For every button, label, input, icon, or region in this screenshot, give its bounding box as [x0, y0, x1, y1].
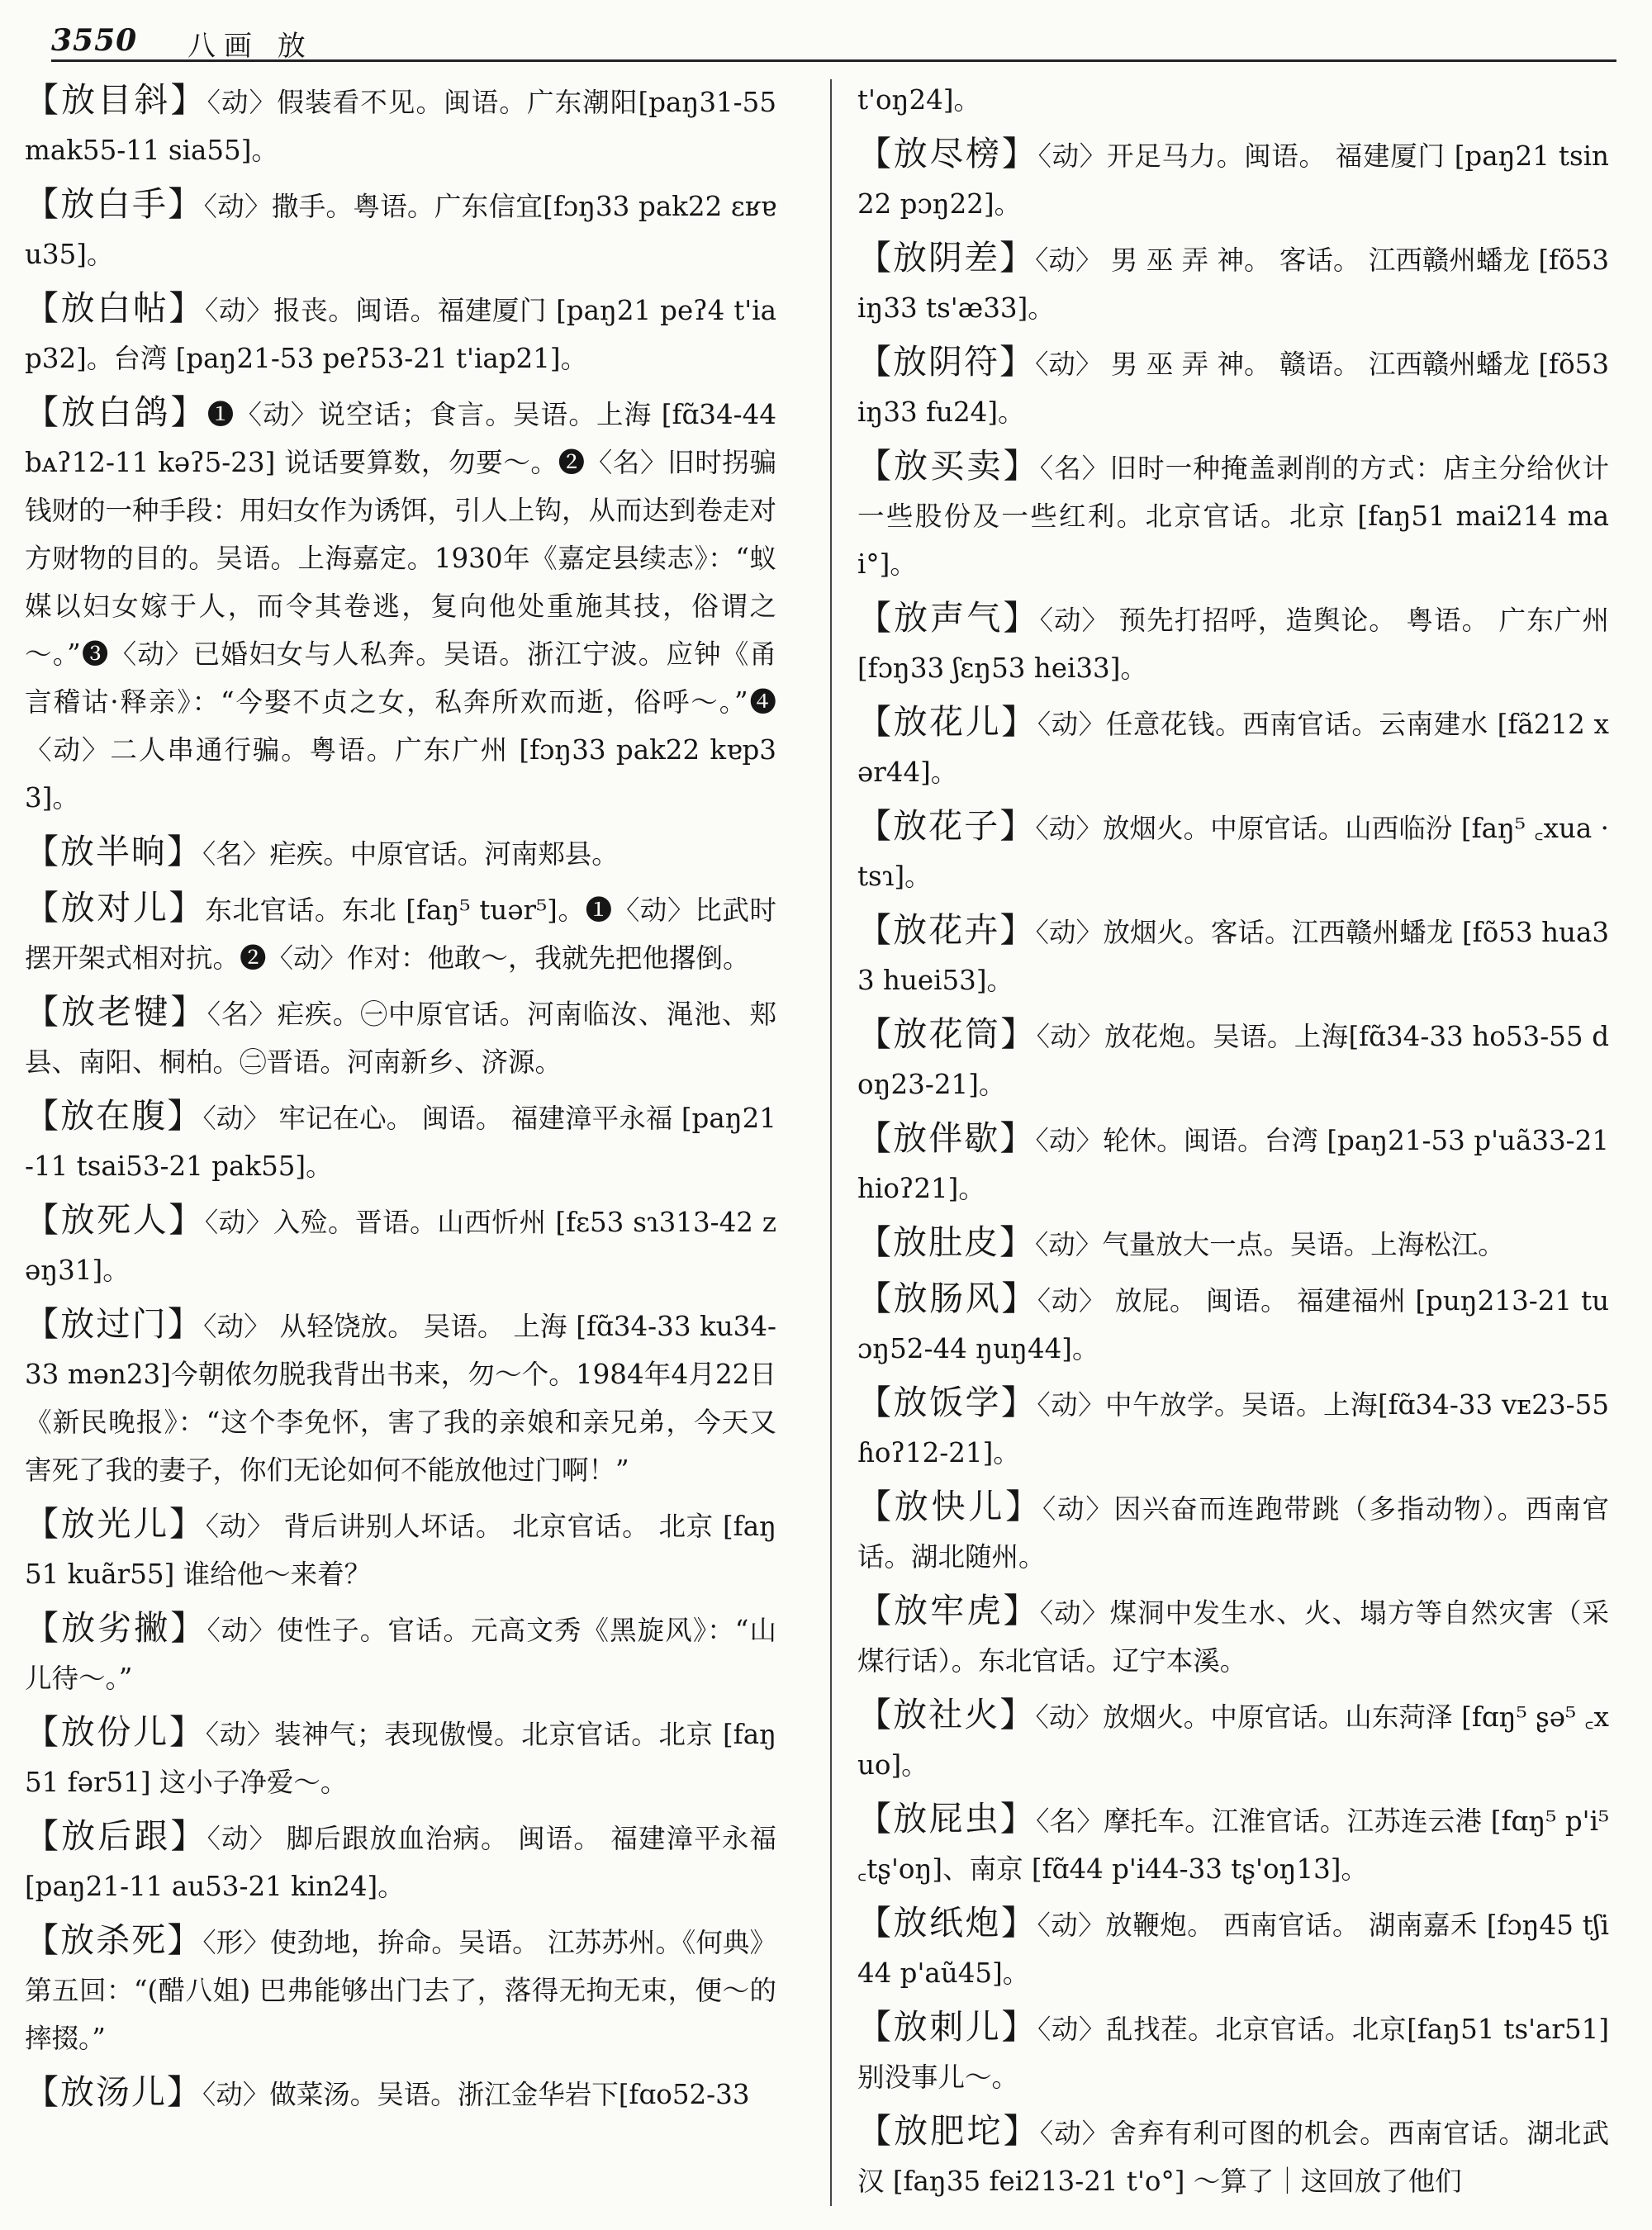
- dictionary-entry: [25, 1300, 776, 1494]
- entry-headword: 【放花子】: [857, 806, 1036, 846]
- entry-headword: 【放花卉】: [857, 910, 1036, 950]
- entry-definition: 〈动〉放烟火。客话。江西赣州蟠龙 [fõ53 hua33 huei53]。: [857, 917, 1609, 996]
- entry-definition: 〈动〉 牢记在心。 闽语。 福建漳平永福 [paŋ21-11 tsai53-21 pak55]。: [25, 1103, 776, 1182]
- dictionary-entry: [25, 884, 776, 982]
- entry-definition: 〈动〉舍弃有利可图的机会。西南官话。湖北武汉 [faŋ35 fei213-21 t'o°] ～算了｜这回放了他们: [857, 2118, 1609, 2197]
- entry-headword: 【放汤儿】: [25, 2072, 202, 2112]
- entry-headword: 【放白鸽】: [25, 392, 207, 432]
- dictionary-entry: [857, 594, 1609, 692]
- dictionary-entry: [25, 828, 776, 878]
- entry-headword: 【放死人】: [25, 1200, 205, 1240]
- dictionary-entry: [857, 1691, 1609, 1789]
- dictionary-entry: [857, 1483, 1609, 1581]
- dictionary-entry: [25, 1196, 776, 1294]
- dictionary-entry: [857, 1218, 1609, 1269]
- dictionary-entry: [25, 988, 776, 1086]
- dictionary-entry: [857, 2003, 1609, 2101]
- dictionary-entry: [25, 1916, 776, 2062]
- entry-definition: 〈名〉疟疾。㊀中原官话。河南临汝、渑池、郏县、南阳、桐柏。㊁晋语。河南新乡、济源。: [25, 999, 776, 1078]
- dictionary-entry: [25, 2068, 776, 2118]
- dictionary-entry: [857, 338, 1609, 436]
- entry-definition: 〈名〉疟疾。中原官话。河南郏县。: [202, 838, 619, 870]
- entry-definition: 〈动〉放花炮。吴语。上海[fɑ̃34-33 ho53-55 doŋ23-21]。: [857, 1021, 1609, 1100]
- entry-headword: 【放份儿】: [25, 1712, 206, 1752]
- page-header: [51, 23, 1616, 62]
- entry-headword: 【放声气】: [857, 598, 1040, 638]
- dictionary-entry: [25, 76, 776, 174]
- entry-headword: 【放阴符】: [857, 342, 1036, 382]
- entry-definition: 〈动〉任意花钱。西南官话。云南建水 [fã212 xər44]。: [857, 709, 1609, 788]
- entry-definition: 〈动〉放鞭炮。 西南官话。 湖南嘉禾 [fɔŋ45 tʃi44 p'aũ45]。: [857, 1910, 1609, 1989]
- right-column: [857, 76, 1609, 2211]
- entry-definition: 东北官话。东北 [faŋ⁵ tuər⁵]。❶〈动〉比武时摆开架式相对抗。❷〈动〉作对：他敢～，我就先把他撂倒。: [25, 894, 776, 974]
- entry-headword: 【放肚皮】: [857, 1222, 1035, 1262]
- entry-definition: 〈动〉 背后讲别人坏话。 北京官话。 北京 [faŋ51 kuãr55] 谁给他～来着？: [25, 1511, 776, 1590]
- entry-definition: 〈动〉 预先打招呼，造舆论。 粤语。 广东广州 [fɔŋ33 ʃɛŋ53 hei33]。: [857, 605, 1609, 684]
- dictionary-entry: [25, 284, 776, 382]
- dictionary-entry: [857, 1378, 1609, 1477]
- entry-headword: 【放对儿】: [25, 888, 206, 928]
- dictionary-entry: [857, 906, 1609, 1004]
- entry-definition: 〈动〉因兴奋而连跑带跳（多指动物）。西南官话。湖北随州。: [857, 1493, 1609, 1573]
- entry-headword: 【放屁虫】: [857, 1799, 1037, 1839]
- entry-definition: 〈动〉做菜汤。吴语。浙江金华岩下[fɑo52-33: [202, 2079, 750, 2110]
- column-divider: [830, 79, 832, 2206]
- dictionary-entry: [25, 1708, 776, 1806]
- entry-headword: 【放饭学】: [857, 1383, 1037, 1422]
- entry-headword: 【放快儿】: [857, 1487, 1042, 1526]
- entry-headword: 【放肠风】: [857, 1279, 1037, 1318]
- dictionary-entry: [857, 1795, 1609, 1893]
- dictionary-entry: [857, 802, 1609, 900]
- dictionary-entry: [857, 234, 1609, 332]
- dictionary-entry: [25, 1092, 776, 1190]
- entry-headword: 【放刺儿】: [857, 2007, 1037, 2047]
- dictionary-entry: [857, 130, 1609, 228]
- entry-headword: 【放过门】: [25, 1304, 204, 1344]
- entry-headword: 【放光儿】: [25, 1504, 206, 1544]
- entry-headword: 【放阴差】: [857, 238, 1036, 278]
- entry-definition: 〈动〉放烟火。中原官话。山东菏泽 [fɑŋ⁵ ʂə⁵ ꜀xuo]。: [857, 1701, 1609, 1781]
- entry-headword: 【放半晌】: [25, 832, 202, 871]
- entry-definition: 〈动〉假装看不见。闽语。广东潮阳[paŋ31-55 mak55-11 sia55]。: [25, 87, 776, 166]
- entry-headword: 【放纸炮】: [857, 1903, 1037, 1943]
- entry-definition: 〈动〉气量放大一点。吴语。上海松江。: [1035, 1229, 1505, 1260]
- entry-definition: 〈动〉放烟火。中原官话。山西临汾 [faŋ⁵ ꜀xua ·tsɿ]。: [857, 813, 1609, 892]
- entry-definition: 〈动〉装神气；表现傲慢。北京官话。北京 [faŋ51 fər51] 这小子净爱～。: [25, 1719, 776, 1798]
- entry-headword: 【放在腹】: [25, 1096, 203, 1136]
- entry-definition: ❶〈动〉说空话；食言。吴语。上海 [fɑ̃34-44 bᴀʔ12-11 kəʔ5-23] 说话要算数，勿要～。❷〈名〉旧时拐骗钱财的一种手段：用妇女作为诱饵，引人上钩，从而达到卷走对方财物的目的。吴语。上海嘉定。1930年《嘉定县续志》：“蚁媒以妇女嫁于人，而令其卷逃，复向他处重施其技，俗谓之～。”❸〈动〉已婚妇女与人私奔。吴语。浙江宁波。应钟《甬言稽诂·释亲》：“今娶不贞之女，私奔所欢而逝，俗呼～。”❹〈动〉二人串通行骗。粤语。广东广州 [fɔŋ33 pak22 kɐp33]。: [25, 399, 776, 814]
- entry-headword: 【放社火】: [857, 1695, 1036, 1734]
- entry-headword: 【放花筒】: [857, 1014, 1037, 1054]
- dictionary-entry: [857, 1010, 1609, 1108]
- entry-definition: 〈动〉中午放学。吴语。上海[fɑ̃34-33 vᴇ23-55 ɦoʔ12-21]。: [857, 1389, 1609, 1468]
- dictionary-entry: [25, 1812, 776, 1910]
- dictionary-entry: [857, 1899, 1609, 1997]
- entry-definition: 〈动〉 男 巫 弄 神。 客话。 江西赣州蟠龙 [fõ53 iŋ33 ts'æ33]。: [857, 244, 1609, 324]
- entry-headword: 【放伴歇】: [857, 1118, 1036, 1158]
- section-label: 八画 放: [188, 30, 314, 63]
- entry-definition: 〈形〉使劲地，拚命。吴语。 江苏苏州。《何典》第五回：“(醋八姐) 巴弗能够出门去了，落得无拘无束，便～的摔掇。”: [25, 1927, 776, 2054]
- entry-headword: 【放白手】: [25, 184, 204, 224]
- dictionary-entry: [25, 1500, 776, 1598]
- page-number: 3550: [51, 23, 138, 58]
- entry-headword: 【放目斜】: [25, 80, 207, 120]
- dictionary-entry: [857, 2107, 1609, 2205]
- entry-definition: 〈动〉煤洞中发生水、火、塌方等自然灾害（采煤行话）。东北官话。辽宁本溪。: [857, 1597, 1609, 1677]
- dictionary-entry: [857, 442, 1609, 588]
- left-column: [25, 76, 776, 2211]
- entry-definition: 〈动〉报丧。闽语。福建厦门 [paŋ21 peʔ4 t'iap32]。台湾 [paŋ21-53 peʔ53-21 t'iap21]。: [25, 295, 776, 374]
- entry-definition: 〈动〉入殓。晋语。山西忻州 [fɛ53 sɿ313-42 zəŋ31]。: [25, 1207, 776, 1286]
- entry-headword: 【放牢虎】: [857, 1591, 1040, 1630]
- dictionary-entry: [25, 388, 776, 822]
- entry-definition: 〈动〉 男 巫 弄 神。 赣语。 江西赣州蟠龙 [fõ53 iŋ33 fu24]。: [857, 349, 1609, 428]
- entry-definition: 〈动〉 从轻饶放。 吴语。 上海 [fɑ̃34-33 ku34-33 mən23]今朝侬勿脱我背出书来，勿～个。1984年4月22日《新民晚报》：“这个李免怀，害了我的亲娘和亲兄弟，今天又害死了我的妻子，你们无论如何不能放他过门啊！”: [25, 1311, 776, 1486]
- entry-definition: 〈动〉开足马力。闽语。 福建厦门 [paŋ21 tsin22 pɔŋ22]。: [857, 140, 1609, 220]
- entry-definition: 〈动〉 脚后跟放血治病。 闽语。 福建漳平永福 [paŋ21-11 au53-21 kin24]。: [25, 1823, 776, 1902]
- entry-headword: 【放买卖】: [857, 446, 1040, 486]
- entry-headword: 【放劣撇】: [25, 1608, 207, 1648]
- entry-definition: 〈动〉 放屁。 闽语。 福建福州 [puŋ213-21 tuɔŋ52-44 ŋuŋ44]。: [857, 1285, 1609, 1364]
- dictionary-entry: [25, 1604, 776, 1702]
- entry-headword: 【放后跟】: [25, 1816, 207, 1856]
- entry-definition: 〈名〉摩托车。江淮官话。江苏连云港 [fɑŋ⁵ p'i⁵ ꜀tʂ'oŋ]、南京 [fɑ̃44 p'i44-33 tʂ'oŋ13]。: [857, 1805, 1609, 1885]
- entry-definition: 〈名〉旧时一种掩盖剥削的方式：店主分给伙计一些股份及一些红利。北京官话。北京 [faŋ51 mai214 mai°]。: [857, 453, 1609, 580]
- dictionary-entry: [857, 1274, 1609, 1373]
- entry-headword: 【放老犍】: [25, 992, 207, 1032]
- entry-definition: 〈动〉使性子。官话。元高文秀《黑旋风》：“山儿待～。”: [25, 1615, 776, 1694]
- entry-definition: 〈动〉乱找茬。北京官话。北京[faŋ51 ts'ar51] 别没事儿～。: [857, 2014, 1609, 2093]
- entry-headword: 【放花儿】: [857, 702, 1037, 742]
- entry-headword: 【放杀死】: [25, 1920, 203, 1960]
- entry-headword: 【放尽榜】: [857, 134, 1038, 173]
- entry-headword: 【放肥坨】: [857, 2111, 1040, 2151]
- dictionary-entry: [857, 1114, 1609, 1212]
- entry-headword: 【放白帖】: [25, 288, 206, 328]
- dictionary-entry: [857, 698, 1609, 796]
- entry-definition: 〈动〉撒手。粤语。广东信宜[fɔŋ33 pak22 ɛʁɐu35]。: [25, 191, 776, 270]
- entry-definition: 〈动〉轮休。闽语。台湾 [paŋ21-53 p'uã33-21 hioʔ21]。: [857, 1125, 1609, 1204]
- entry-continuation: t'oŋ24]。: [857, 84, 981, 116]
- dictionary-entry: [25, 180, 776, 278]
- dictionary-entry: [857, 1587, 1609, 1685]
